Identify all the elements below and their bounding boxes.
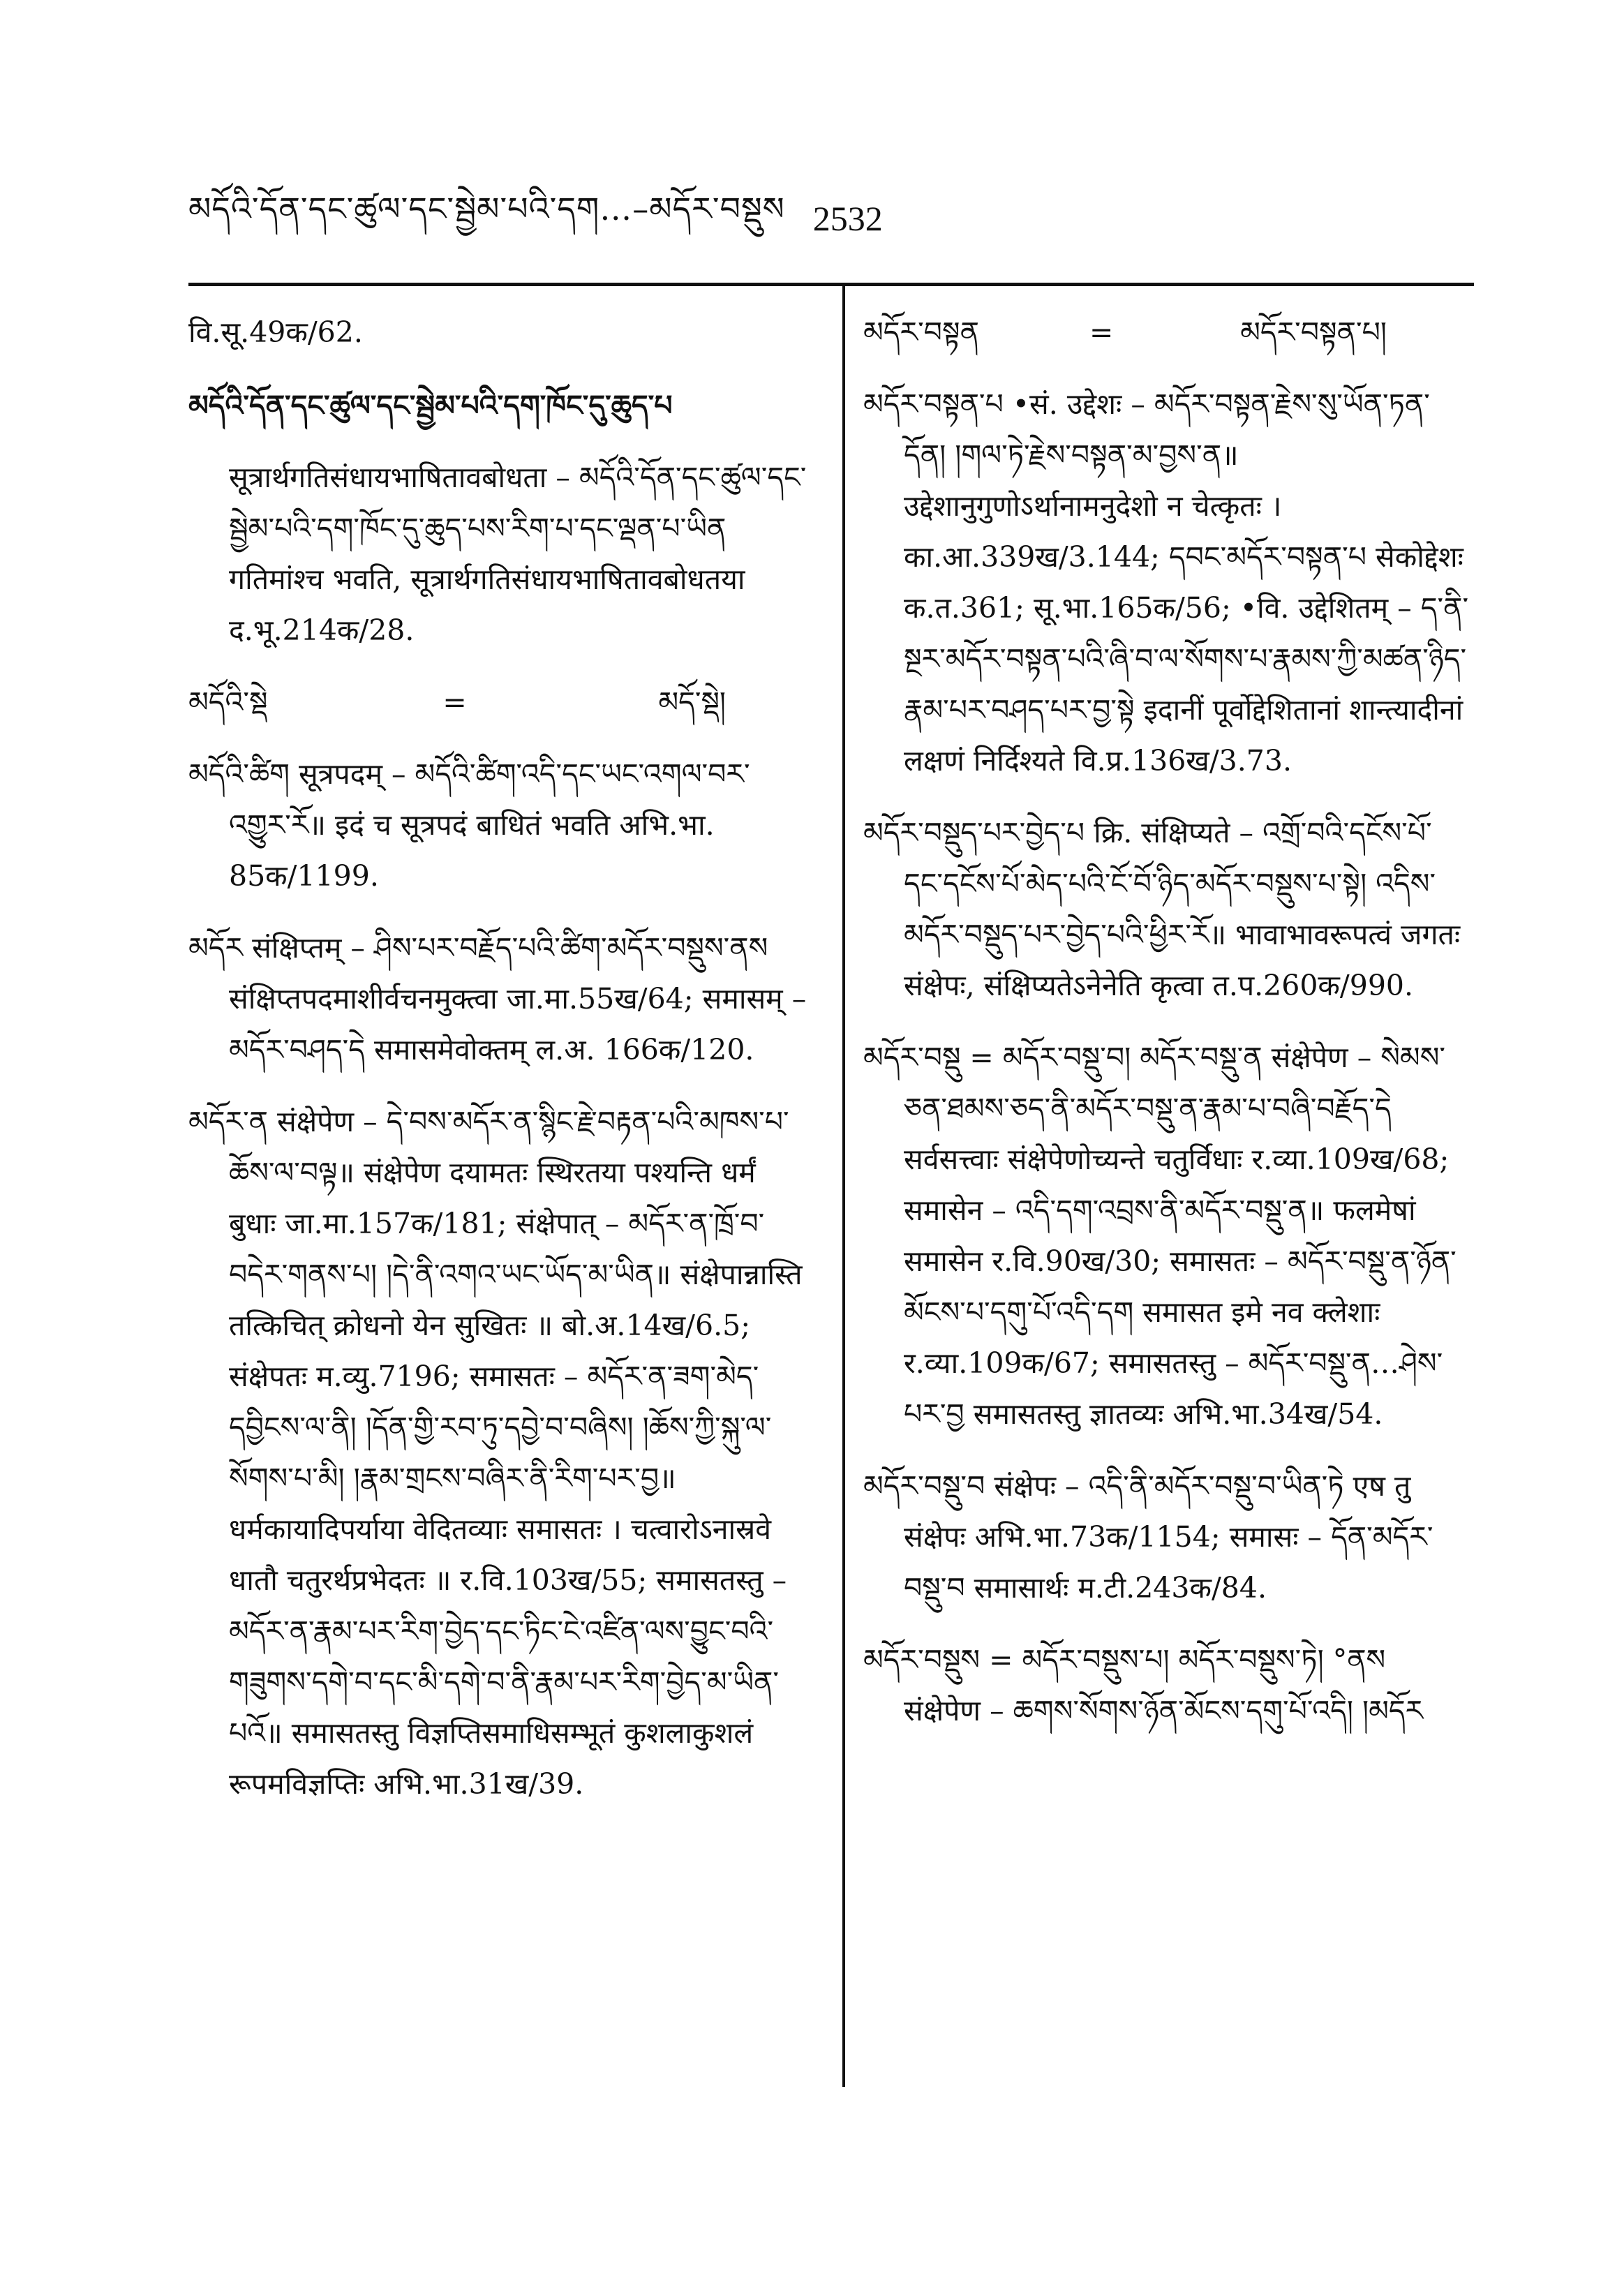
- cross-reference-target: མདོ་སྡེ།: [658, 685, 726, 719]
- header-rule: [188, 283, 1474, 286]
- headword: མདོའི་སྡེ: [188, 685, 268, 719]
- dictionary-entry: མདོར་བསྡུ་བ संक्षेपः – འདི་ནི་མདོར་བསྡུ་བ་ཡིན་ཏེ एष तु संक्षेपः अभि.भा.73क/1154; समासः – དོན་མདོར་བསྡུ་བ समासार्थः म.टी.243क/84.: [863, 1469, 1433, 1605]
- page-number: 2532: [812, 199, 883, 238]
- cross-reference-entry: [863, 307, 1470, 358]
- cross-reference-entry: [188, 677, 810, 728]
- equals-sign: =: [1089, 315, 1114, 349]
- equals-sign: =: [442, 685, 467, 719]
- dictionary-entry: མདོར་བསྡུ = མདོར་བསྡུ་བ། མདོར་བསྡུ་ན संक्षेपेण – སེམས་ཅན་ཐམས་ཅད་ནི་མདོར་བསྡུ་ན་རྣམ་པ་བཞི་བརྗོད་དེ सर्वसत्त्वाः संक्षेपेणोच्यन्ते चतुर्विधाः र.व्या.109ख/68; समासेन – འདི་དག་འབྲས་ནི་མདོར་བསྡུ་ན॥ फलमेषां समासेन र.वि.90ख/30; समासतः – མདོར་བསྡུ་ན་ཉོན་མོངས་པ་དགུ་པོ་འདི་དག समासत इमे नव क्लेशाः र.व्या.109क/67; समासतस्तु – མདོར་བསྡུ་ན…ཤེས་པར་བྱ समासतस्तु ज्ञातव्यः अभि.भा.34ख/54.: [863, 1041, 1457, 1431]
- headword: མདོར་བསྟན: [863, 315, 979, 349]
- dictionary-entry: མདོའི་ཚིག सूत्रपदम् – མདོའི་ཚིག་འདི་དང་ཡང་འགལ་བར་འགྱུར་རོ॥ इदं च सूत्रपदं बाधितं भवति अभि.भा. 85क/1199.: [188, 757, 750, 893]
- dictionary-entry: वि.सू.49क/62.: [188, 315, 363, 349]
- dictionary-entry: མདོར་ན संक्षेपेण – དེ་བས་མདོར་ན་སྙིང་རྗེ་བརྟན་པའི་མཁས་པ་ཆོས་ལ་བལྟ॥ संक्षेपेण दयामतः स्थिरतया पश्यन्ति धर्मं बुधाः जा.मा.157क/181; संक्षेपात् – མདོར་ན་ཁྲོ་བ་བདེར་གནས་པ། །དེ་ནི་འགའ་ཡང་ཡོད་མ་ཡིན॥ संक्षेपान्नास्ति तत्किचित् क्रोधनो येन सुखितः ॥ बो.अ.14ख/6.5; संक्षेपतः म.व्यु.7196; समासतः – མདོར་ན་ཟག་མེད་དབྱིངས་ལ་ནི། །དོན་གྱི་རབ་ཏུ་དབྱེ་བ་བཞིས། །ཆོས་ཀྱི་སྐུ་ལ་སོགས་པ་མི། །རྣམ་གྲངས་བཞིར་ནི་རིག་པར་བྱ॥ धर्मकायादिपर्याया वेदितव्याः समासतः । चत्वारोऽनास्रवे धातौ चतुरर्थप्रभेदतः ॥ र.वि.103ख/55; समासतस्तु – མདོར་ན་རྣམ་པར་རིག་བྱེད་དང་ཏིང་ངེ་འཛིན་ལས་བྱུང་བའི་གཟུགས་དགེ་བ་དང་མི་དགེ་བ་ནི་རྣམ་པར་རིག་བྱེད་མ་ཡིན་པའོ॥ समासतस्तु विज्ञप्तिसमाधिसम्भूतं कुशलाकुशलं रूपमविज्ञप्तिः अभि.भा.31ख/39.: [188, 1105, 803, 1801]
- dictionary-entry: མདོར་བསྡུད་པར་བྱེད་པ क्रि. संक्षिप्यते – འགྲོ་བའི་དངོས་པོ་དང་དངོས་པོ་མེད་པའི་ངོ་བོ་ཉིད་མདོར་བསྡུས་པ་སྟེ། འདིས་མདོར་བསྡུད་པར་བྱེད་པའི་ཕྱིར་རོ॥ भावाभावरूपत्वं जगतः संक्षेपः, संक्षिप्यतेऽनेनेति कृत्वा त.प.260क/990.: [863, 816, 1461, 1002]
- running-head: མདོའི་དོན་དང་ཚུལ་དང་སྦྱེམ་པའི་དག…–མདོར་བསྡུས: [188, 189, 785, 228]
- dictionary-entry: [188, 380, 810, 431]
- page-header: [188, 187, 886, 250]
- column-divider: [842, 286, 845, 2087]
- dictionary-entry: མདོར་བསྡུས = མདོར་བསྡུས་པ། མདོར་བསྡུས་ཏེ། °ནས संक्षेपेण – ཆགས་སོགས་ཉོན་མོངས་དགུ་པོ་འདི། །མདོར: [863, 1643, 1424, 1727]
- cross-reference-target: མདོར་བསྟན་པ།: [1240, 315, 1387, 349]
- right-column: [863, 307, 1470, 2290]
- dictionary-entry: མདོར संक्षिप्तम् – ཤིས་པར་བརྗོད་པའི་ཚིག་མདོར་བསྡུས་ནས संक्षिप्तपदमाशीर्वचनमुक्त्वा जा.मा.55ख/64; समासम् – མདོར་བཤད་དེ समासमेवोक्तम् ल.अ. 166क/120.: [188, 931, 807, 1066]
- entry-body: सूत्रार्थगतिसंधायभाषितावबोधता – མདོའི་དོན་དང་ཚུལ་དང་སྦྱེམ་པའི་དག་ཁོང་དུ་ཆུད་པས་རིག་པ་དང་ལྡན་པ་ཡིན गतिमांश्च भवति, सूत्रार्थगतिसंधायभाषितावबोधतया द.भू.214क/28.: [229, 461, 807, 647]
- headword: མདོའི་དོན་དང་ཚུལ་དང་སྦྱེམ་པའི་དག་ཁོང་དུ་ཆུད་པ: [188, 389, 673, 422]
- left-column: [188, 307, 810, 2290]
- dictionary-entry: མདོར་བསྟན་པ •सं. उद्देशः – མདོར་བསྟན་རྗེས་སུ་ཡོན་ཏན་དོན། །གལ་ཏེ་རྗེས་བསྟན་མ་བྱས་ན॥ उद्देशानुगुणोऽर्थानामनुदेशो न चेत्कृतः । का.आ.339ख/3.144; དབང་མདོར་བསྟན་པ सेकोद्देशः क.त.361; सू.भा.165क/56; •वि. उद्देशितम् – ད་ནི་སྔར་མདོར་བསྟན་པའི་ཞི་བ་ལ་སོགས་པ་རྣམས་ཀྱི་མཚན་ཉིད་རྣམ་པར་བཤད་པར་བྱ་སྟེ इदानीं पूर्वोद्देशितानां शान्त्यादीनां लक्षणं निर्दिश्यते वि.प्र.136ख/3.73.: [863, 387, 1469, 778]
